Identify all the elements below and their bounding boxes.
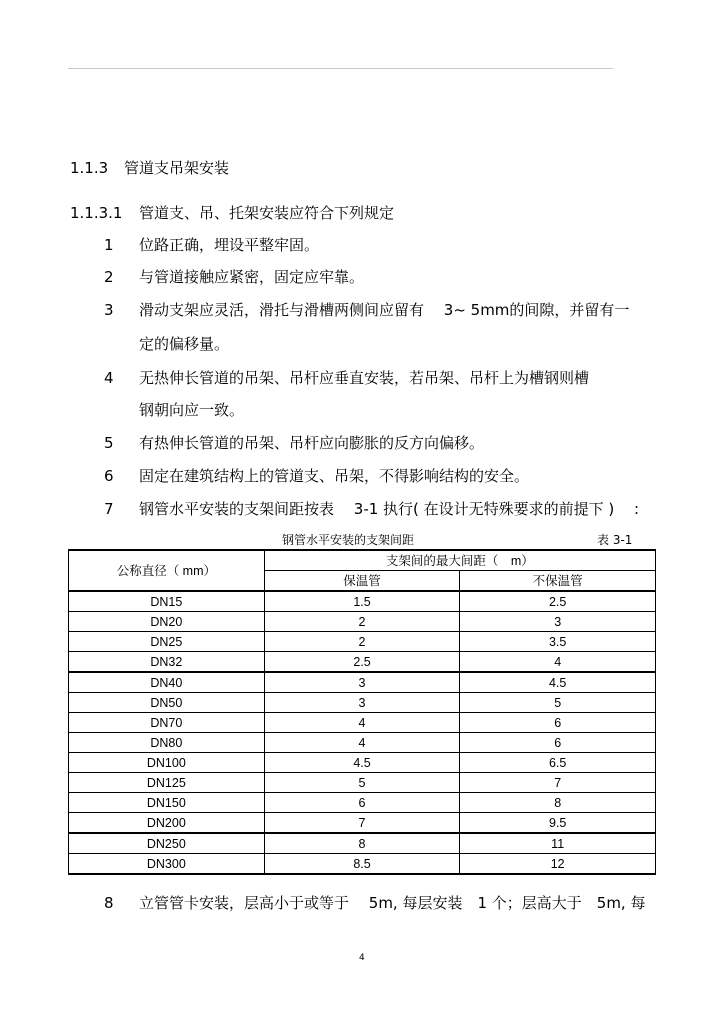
table-cell-uninsulated: 12 (460, 854, 656, 875)
list-item-number: 5 (104, 434, 114, 452)
list-item-text: 钢管水平安装的支架间距按表 3-1 执行( 在设计无特殊要求的前提下 ) : (139, 500, 640, 518)
table-row (69, 753, 656, 773)
list-item-text: 有热伸长管道的吊架、吊杆应向膨胀的反方向偏移。 (139, 434, 485, 452)
list-item-number: 2 (104, 268, 114, 286)
list-item-number: 8 (104, 894, 114, 912)
table-row (69, 693, 656, 713)
table-row (69, 672, 656, 693)
list-item-text: 位路正确，埋设平整牢固。 (139, 236, 320, 254)
table-cell-uninsulated: 7 (460, 773, 656, 793)
list-item-text: 无热伸长管道的吊架、吊杆应垂直安装，若吊架、吊杆上为槽钢则槽 (139, 369, 590, 387)
table-cell-dn: DN125 (69, 773, 265, 793)
table-cell-dn: DN15 (69, 591, 265, 612)
table-cell-dn: DN40 (69, 672, 265, 693)
table-cell-insulated: 8.5 (264, 854, 460, 875)
table-cell-uninsulated: 4 (460, 652, 656, 673)
table-cell-dn: DN300 (69, 854, 265, 875)
list-item-text: 与管道接触应紧密，固定应牢靠。 (139, 268, 365, 286)
table-cell-insulated: 8 (264, 833, 460, 854)
table-cell-dn: DN25 (69, 632, 265, 652)
section-number: 1.1.3 (70, 159, 109, 177)
list-item-text: 固定在建筑结构上的管道支、吊架，不得影响结构的安全。 (139, 467, 530, 485)
table-cell-insulated: 6 (264, 793, 460, 813)
table-row (69, 773, 656, 793)
table-cell-uninsulated: 3.5 (460, 632, 656, 652)
table-cell-insulated: 3 (264, 693, 460, 713)
table-cell-insulated: 2.5 (264, 652, 460, 673)
table-row (69, 632, 656, 652)
table-cell-insulated: 4.5 (264, 753, 460, 773)
table-caption: 钢管水平安装的支架间距 (282, 533, 415, 547)
support-spacing-table (68, 549, 656, 875)
table-header-group: 支架间的最大间距（ m） (264, 550, 655, 571)
subsection-number: 1.1.3.1 (70, 204, 123, 222)
table-cell-dn: DN70 (69, 713, 265, 733)
list-item-text: 定的偏移量。 (139, 335, 230, 353)
table-cell-insulated: 7 (264, 813, 460, 834)
table-cell-uninsulated: 11 (460, 833, 656, 854)
table-cell-insulated: 1.5 (264, 591, 460, 612)
table-row (69, 612, 656, 632)
table-row (69, 854, 656, 875)
list-item-number: 6 (104, 467, 114, 485)
table-cell-uninsulated: 9.5 (460, 813, 656, 834)
list-item-text: 立管管卡安装，层高小于或等于 5m, 每层安装 1 个；层高大于 5m, 每 (139, 894, 646, 912)
table-cell-uninsulated: 6 (460, 713, 656, 733)
table-cell-uninsulated: 2.5 (460, 591, 656, 612)
table-number: 表 3-1 (597, 533, 633, 547)
subsection-title: 管道支、吊、托架安装应符合下列规定 (139, 204, 395, 222)
list-item-number: 7 (104, 500, 114, 518)
table-cell-insulated: 3 (264, 672, 460, 693)
table-row (69, 652, 656, 673)
header-rule (68, 68, 613, 69)
table-cell-uninsulated: 4.5 (460, 672, 656, 693)
table-row (69, 733, 656, 753)
table-cell-dn: DN250 (69, 833, 265, 854)
table-header-insulated: 保温管 (264, 571, 460, 592)
table-cell-dn: DN200 (69, 813, 265, 834)
list-item-number: 1 (104, 236, 114, 254)
table-cell-dn: DN20 (69, 612, 265, 632)
table-row (69, 793, 656, 813)
list-item-text: 滑动支架应灵活，滑托与滑槽两侧间应留有 3~ 5mm的间隙，并留有一 (139, 301, 630, 319)
list-item-number: 3 (104, 301, 114, 319)
table-cell-dn: DN80 (69, 733, 265, 753)
table-cell-uninsulated: 3 (460, 612, 656, 632)
table-cell-insulated: 4 (264, 733, 460, 753)
table-cell-insulated: 2 (264, 612, 460, 632)
table-cell-dn: DN150 (69, 793, 265, 813)
table-cell-insulated: 5 (264, 773, 460, 793)
table-row (69, 713, 656, 733)
table-header-uninsulated: 不保温管 (460, 571, 656, 592)
table-row (69, 833, 656, 854)
table-cell-insulated: 4 (264, 713, 460, 733)
table-cell-uninsulated: 6.5 (460, 753, 656, 773)
table-row (69, 813, 656, 834)
section-title: 管道支吊架安装 (124, 159, 230, 177)
table-row (69, 591, 656, 612)
table-cell-uninsulated: 8 (460, 793, 656, 813)
table-cell-uninsulated: 6 (460, 733, 656, 753)
page-number: 4 (359, 953, 365, 963)
table-cell-dn: DN50 (69, 693, 265, 713)
table-header-dn: 公称直径（ mm） (69, 550, 265, 591)
table-cell-dn: DN32 (69, 652, 265, 673)
table-cell-insulated: 2 (264, 632, 460, 652)
table-cell-dn: DN100 (69, 753, 265, 773)
list-item-text: 钢朝向应一致。 (139, 401, 245, 419)
table-header-row (69, 550, 656, 571)
list-item-number: 4 (104, 369, 114, 387)
table-cell-uninsulated: 5 (460, 693, 656, 713)
